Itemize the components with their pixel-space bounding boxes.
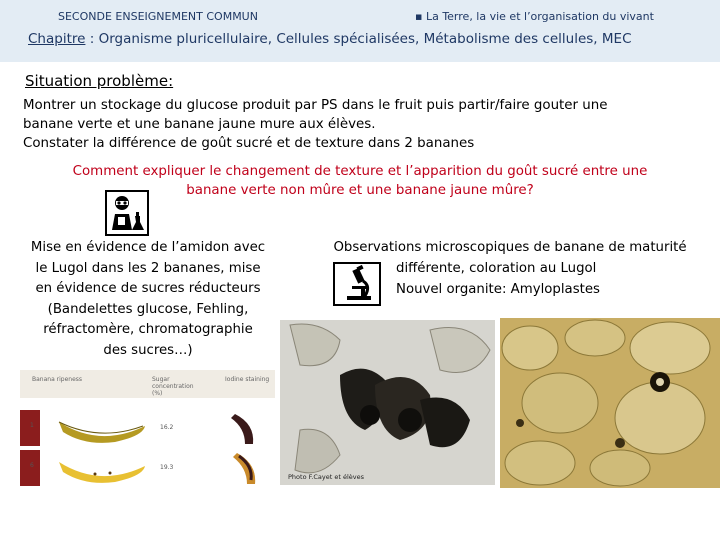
table-header-cell: Banana ripeness bbox=[32, 376, 83, 383]
situation-line: Constater la différence de goût sucré et de texture dans 2 bananes bbox=[23, 136, 475, 151]
activity-line: en évidence de sucres réducteurs bbox=[35, 281, 261, 296]
chapter-label: Chapitre bbox=[28, 31, 86, 47]
activity-line: Mise en évidence de l’amidon avec bbox=[30, 240, 266, 255]
activity-line: (Bandelettes glucose, Fehling, bbox=[47, 301, 249, 317]
photo-credit: Photo F.Cayet et élèves bbox=[288, 473, 365, 481]
row-sugar: 16.2 bbox=[160, 424, 174, 431]
activity-line: réfractomère, chromatographie bbox=[43, 322, 253, 337]
chapter-title: : Organisme pluricellulaire, Cellules spécialisées, Métabolisme des cellules, MEC bbox=[85, 31, 632, 47]
microscope-icon bbox=[333, 262, 381, 306]
chapter-line bbox=[28, 31, 632, 47]
course-label: SECONDE ENSEIGNEMENT COMMUN bbox=[58, 10, 258, 23]
situation-title: Situation problème: bbox=[25, 72, 174, 90]
observation-line: Nouvel organite: Amyloplastes bbox=[396, 281, 600, 297]
question-line: banane verte non mûre et une banane jaune mûre? bbox=[186, 183, 534, 198]
left-activity-text bbox=[8, 238, 288, 361]
yellow-banana-image bbox=[55, 454, 150, 486]
table-row bbox=[20, 450, 275, 486]
observation-details bbox=[396, 259, 716, 300]
green-banana-image bbox=[55, 412, 150, 446]
table-header-cell: Sugar concentration (%) bbox=[152, 376, 194, 397]
micrograph-ripe-banana bbox=[500, 318, 720, 488]
table-row bbox=[20, 410, 275, 446]
table-header-cell: Iodine staining bbox=[225, 376, 270, 383]
row-sugar: 19.3 bbox=[160, 464, 174, 471]
situation-text bbox=[23, 96, 703, 153]
activity-line: le Lugol dans les 2 bananes, mise bbox=[35, 260, 261, 276]
row-stage: 1 bbox=[30, 422, 34, 429]
situation-line: banane verte et une banane jaune mure aux élèves. bbox=[23, 117, 376, 132]
micrograph-green-banana bbox=[280, 320, 495, 485]
situation-line: Montrer un stockage du glucose produit par PS dans le fruit puis partir/faire gouter une bbox=[23, 98, 608, 113]
scientist-icon bbox=[105, 190, 149, 236]
observation-line: Observations microscopiques de banane de maturité bbox=[333, 240, 687, 255]
question-line: Comment expliquer le changement de texture et l’apparition du goût sucré entre une bbox=[72, 164, 648, 179]
stained-banana-image bbox=[225, 450, 270, 486]
observation-line: différente, coloration au Lugol bbox=[396, 261, 597, 276]
theme-label: ▪ La Terre, la vie et l’organisation du vivant bbox=[415, 10, 654, 23]
table-header bbox=[20, 370, 275, 398]
banana-ripeness-table bbox=[20, 370, 275, 490]
row-stage: 6 bbox=[30, 462, 34, 469]
stained-banana-image bbox=[225, 410, 270, 446]
activity-line: des sucres…) bbox=[103, 342, 193, 358]
